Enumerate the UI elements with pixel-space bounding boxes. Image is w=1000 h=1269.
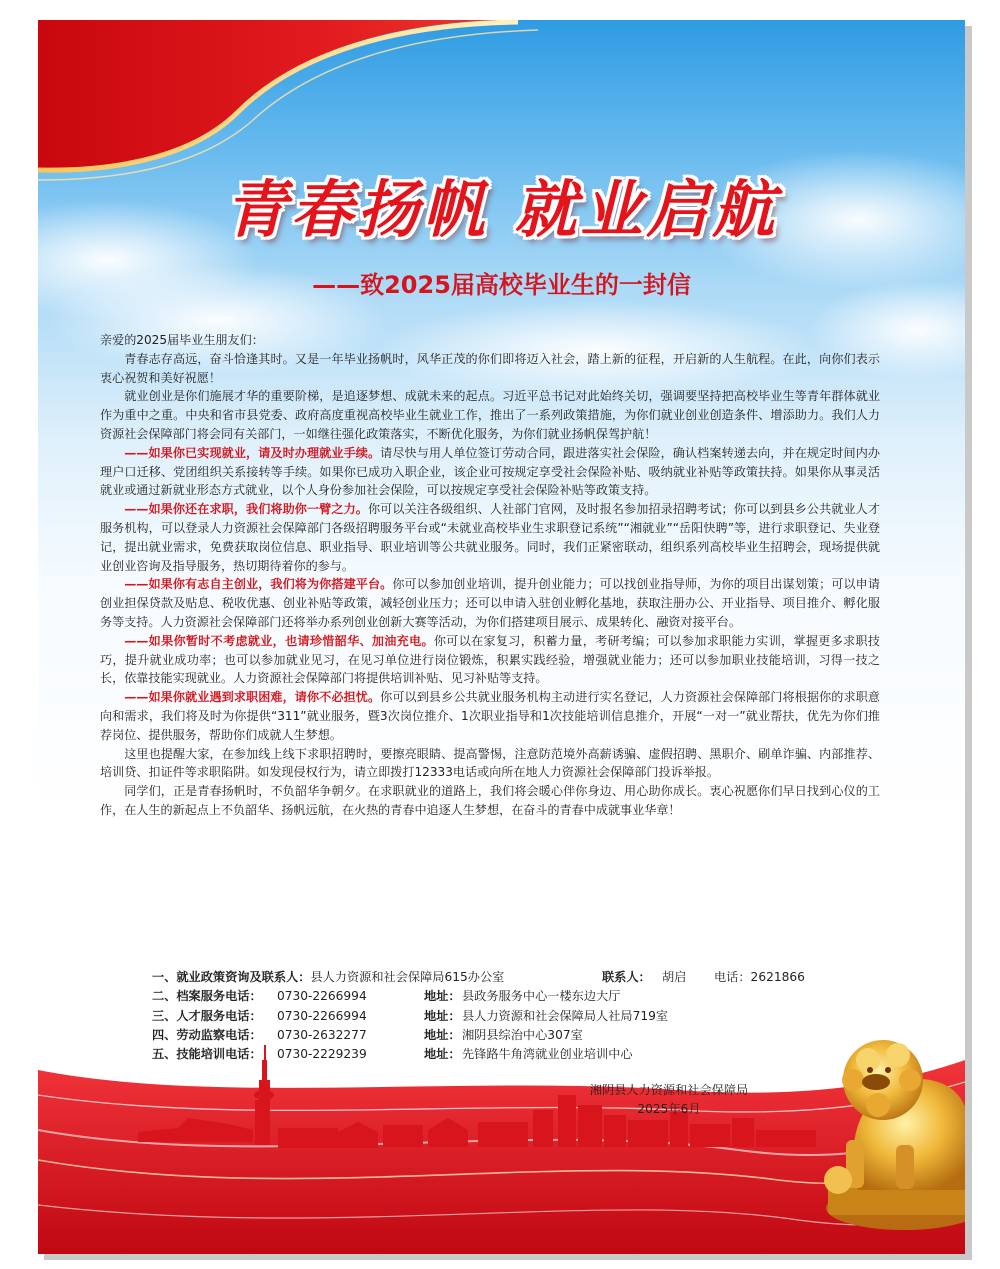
contact-row-5-address: 先锋路牛角湾就业创业培训中心: [462, 1047, 633, 1062]
contact-row-3-label: 三、人才服务电话：: [152, 1008, 262, 1023]
contact-row-1: [152, 968, 872, 987]
subheadline: ——致2025届高校毕业生的一封信: [312, 271, 691, 299]
contact-row-5-phone: 0730-2229239: [277, 1047, 367, 1062]
contact-row-3-phone: 0730-2266994: [277, 1008, 367, 1023]
contact-phone: 电话：2621866: [714, 970, 805, 984]
letter-paragraph-5: [100, 575, 880, 631]
paragraph-5-text: 你可以参加创业培训，提升创业能力；可以找创业指导师，为你的项目出谋划策；可以申请创业担保贷款及贴息、税收优惠、创业补贴等政策，减轻创业压力；还可以申请入驻创业孵化基地，获取注册办公、开业指导、项目推介、孵化服务等支持。人力资源社会保障部门还将举办系列创业创新大赛等活动，为你们搭建项目展示、成果转化、融资对接平台。: [100, 577, 880, 629]
letter-paragraph-6: [100, 632, 880, 688]
signature-block: [544, 1081, 794, 1119]
contact-person-name: 胡启: [662, 970, 687, 984]
poster: [38, 20, 965, 1254]
bottom-ribbon: [38, 1060, 965, 1254]
paragraph-6-text: 你可以在家复习，积蓄力量，考研考编；可以参加求职能力实训，掌握更多求职技巧，提升就业成功率；也可以参加就业见习，在见习单位进行岗位锻炼，积累实践经验，增强就业能力；还可以参加职业技能培训，习得一技之长，依靠技能实现就业。人力资源社会保障部门将提供培训补贴、见习补贴等支持。: [100, 633, 880, 686]
contact-row-3-address: 县人力资源和社会保障局人社局719室: [462, 1008, 669, 1023]
letter-greeting: 亲爱的2025届毕业生朋友们：: [100, 333, 264, 347]
signature-org: 湘阴县人力资源和社会保障局: [589, 1083, 749, 1097]
highlight-recharge: ——如果你暂时不考虑就业，也请珍惜韶华、加油充电。: [124, 633, 434, 648]
letter-paragraph-4: [100, 500, 880, 575]
letter-paragraph-2: 就业创业是你们施展才华的重要阶梯，是追逐梦想、成就未来的起点。习近平总书记对此始终关切，强调要坚持把高校毕业生等青年群体就业作为重中之重。中央和省市县党委、政府高度重视高校毕业生就业工作，推出了一系列政策措施，为你们就业创业创造条件、增添助力。我们人力资源社会保障部门将会同有关部门，一如继往强化政策落实，不断优化服务，为你们就业扬帆保驾护航！: [100, 389, 880, 441]
contact-list: [152, 968, 872, 1064]
letter-paragraph-3: [100, 444, 880, 500]
contact-row-2: [152, 987, 872, 1006]
highlight-employed: ——如果你已实现就业，请及时办理就业手续。: [124, 445, 381, 460]
contact-row-4: [152, 1026, 872, 1045]
contact-row-4-address: 湘阴县综治中心307室: [462, 1027, 583, 1042]
contact-row-2-label: 二、档案服务电话：: [152, 989, 262, 1004]
paragraph-7-text: 你可以到县乡公共就业服务机构主动进行实名登记，人力资源社会保障部门将根据你的求职意向和需求，我们将及时为你提供“311”就业服务，暨3次岗位推介、1次职业指导和1次技能培训信息推介，开展“一对一”就业帮扶，优先为你们推荐岗位、提供服务，帮助你们成就人生梦想。: [100, 690, 880, 742]
letter-paragraph-1: 青春志存高远，奋斗恰逢其时。又是一年毕业扬帆时，风华正茂的你们即将迈入社会，踏上新的征程，开启新的人生航程。在此，向你们表示衷心祝贺和美好祝愿！: [100, 351, 880, 385]
contact-row-1-label: 一、就业政策资询及联系人：: [152, 970, 311, 984]
letter-paragraph-8: 这里也提醒大家，在参加线上线下求职招聘时，要擦亮眼睛、提高警惕，注意防范境外高薪诱骗、虚假招聘、黑职介、刷单诈骗、内部推荐、培训贷、扣证件等求职陷阱。如发现侵权行为，请立即拨打12333电话或向所在地人力资源社会保障部门投诉举报。: [100, 746, 880, 780]
paragraph-4-text: 你可以关注各级组织、人社部门官网，及时报名参加招录招聘考试；你可以到县乡公共就业人才服务机构，可以登录人力资源社会保障部门各级招聘服务平台或“未就业高校毕业生求职登记系统”“湘就业”“岳阳快聘”等，进行求职登记、失业登记，提出就业需求，免费获取岗位信息、职业指导、职业培训等公共就业服务。同时，我们正紧密联动，组织系列高校毕业生招聘会，现场提供就业创业咨询及指导服务，热切期待着你的参与。: [100, 502, 880, 573]
contact-row-2-address: 县政务服务中心一楼东边大厅: [462, 989, 621, 1004]
letter-paragraph-9: 同学们，正是青春扬帆时，不负韶华争朝夕。在求职就业的道路上，我们将会暖心伴你身边、用心助你成长。衷心祝愿你们早日找到心仪的工作，在人生的新起点上不负韶华、扬帆远航，在火热的青春中追逐人生梦想，在奋斗的青春中成就事业华章！: [100, 784, 880, 817]
contact-row-5: [152, 1045, 872, 1064]
contact-row-5-address-label: 地址：: [424, 1047, 461, 1062]
contact-row-4-address-label: 地址：: [424, 1027, 461, 1042]
contact-row-3-address-label: 地址：: [424, 1008, 461, 1023]
headline: 青春扬帆 就业启航: [224, 173, 779, 246]
page-shadow-right: [965, 26, 972, 1256]
highlight-difficulty: ——如果你就业遇到求职困难，请你不必担忧。: [124, 690, 381, 705]
contact-row-5-label: 五、技能培训电话：: [152, 1047, 262, 1062]
signature-date: 2025年6月: [637, 1102, 701, 1116]
contact-row-2-phone: 0730-2266994: [277, 989, 367, 1004]
contact-row-4-phone: 0730-2632277: [277, 1027, 367, 1042]
page-shadow-bottom: [44, 1254, 972, 1260]
highlight-job-seeking: ——如果你还在求职，我们将助你一臂之力。: [124, 502, 368, 517]
contact-person-label: 联系人：: [602, 970, 651, 984]
top-ribbon: [38, 20, 538, 180]
contact-row-3: [152, 1007, 872, 1026]
contact-row-1-value: 县人力资源和社会保障局615办公室: [310, 970, 505, 984]
highlight-entrepreneurship: ——如果你有志自主创业，我们将为你搭建平台。: [124, 577, 393, 592]
contact-row-4-label: 四、劳动监察电话：: [152, 1027, 262, 1042]
contact-row-1-desc: [152, 968, 504, 987]
letter-paragraph-7: [100, 688, 880, 744]
letter-body: [100, 331, 880, 820]
paragraph-3-text: 请尽快与用人单位签订劳动合同，跟进落实社会保险，确认档案转递去向，并在规定时间内办理户口迁移、党团组织关系接转等手续。如果你已成功入职企业，该企业可按规定享受社会保险补贴、吸纳就业补贴等政策扶持。如果你从事灵活就业或通过新就业形态方式就业，以个人身份参加社会保险，可以按规定享受社会保险补贴等政策支持。: [100, 445, 880, 498]
contact-row-2-address-label: 地址：: [424, 989, 461, 1004]
